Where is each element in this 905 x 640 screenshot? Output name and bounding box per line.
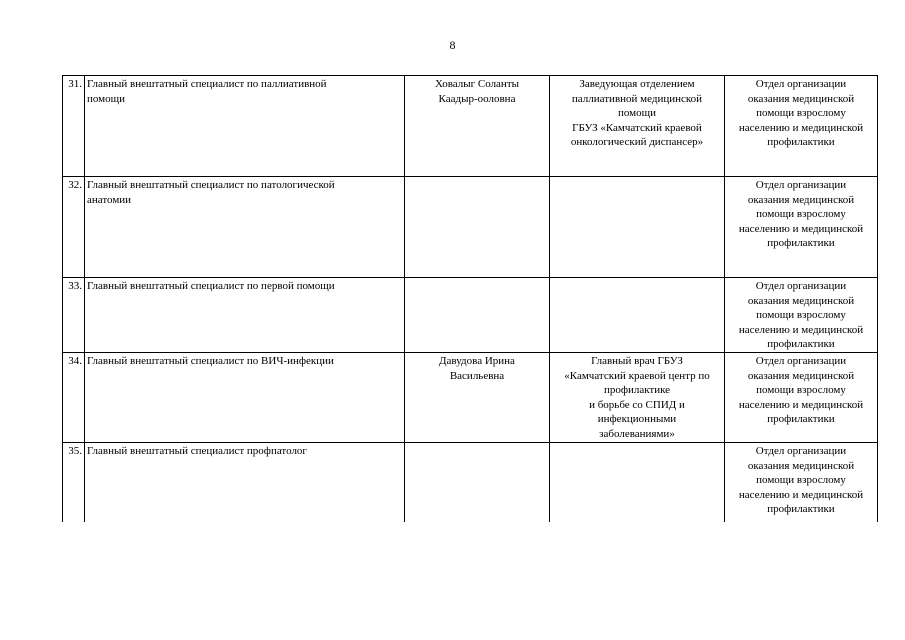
specialist-position: Главный врач ГБУЗ «Камчатский краевой центр по профилактике и борьбе со СПИД и инфекционными заболеваниями» xyxy=(550,352,725,442)
row-number: 33. xyxy=(63,278,85,353)
responsible-department: Отдел организации оказания медицинской помощи взрослому населению и медицинской профилактики xyxy=(725,442,878,522)
specialist-name: Давудова Ирина Васильевна xyxy=(405,352,550,442)
row-number: 35. xyxy=(63,442,85,522)
row-number: 32. xyxy=(63,177,85,278)
table-row xyxy=(63,352,878,442)
responsible-department: Отдел организации оказания медицинской помощи взрослому населению и медицинской профилактики xyxy=(725,76,878,177)
specialists-table xyxy=(62,75,878,522)
specialist-title: Главный внештатный специалист по первой помощи xyxy=(85,278,405,353)
specialist-name: Ховалыг Соланты Каадыр-ооловна xyxy=(405,76,550,177)
specialist-position xyxy=(550,278,725,353)
specialist-name xyxy=(405,442,550,522)
page-number: 8 xyxy=(449,38,456,52)
specialist-position: Заведующая отделением паллиативной медицинской помощи ГБУЗ «Камчатский краевой онкологический диспансер» xyxy=(550,76,725,177)
table-row xyxy=(63,76,878,177)
table-row xyxy=(63,442,878,522)
specialist-position xyxy=(550,177,725,278)
specialist-title: Главный внештатный специалист профпатолог xyxy=(85,442,405,522)
responsible-department: Отдел организации оказания медицинской помощи взрослому населению и медицинской профилактики xyxy=(725,278,878,353)
row-number: 31. xyxy=(63,76,85,177)
responsible-department: Отдел организации оказания медицинской помощи взрослому населению и медицинской профилактики xyxy=(725,352,878,442)
specialist-name xyxy=(405,278,550,353)
specialist-position xyxy=(550,442,725,522)
specialist-title: Главный внештатный специалист по ВИЧ-инфекции xyxy=(85,352,405,442)
row-number: 34. xyxy=(63,352,85,442)
specialist-title: Главный внештатный специалист по патологической анатомии xyxy=(85,177,405,278)
table-row xyxy=(63,278,878,353)
specialist-name xyxy=(405,177,550,278)
table-row xyxy=(63,177,878,278)
responsible-department: Отдел организации оказания медицинской помощи взрослому населению и медицинской профилактики xyxy=(725,177,878,278)
specialist-title: Главный внештатный специалист по паллиативной помощи xyxy=(85,76,405,177)
